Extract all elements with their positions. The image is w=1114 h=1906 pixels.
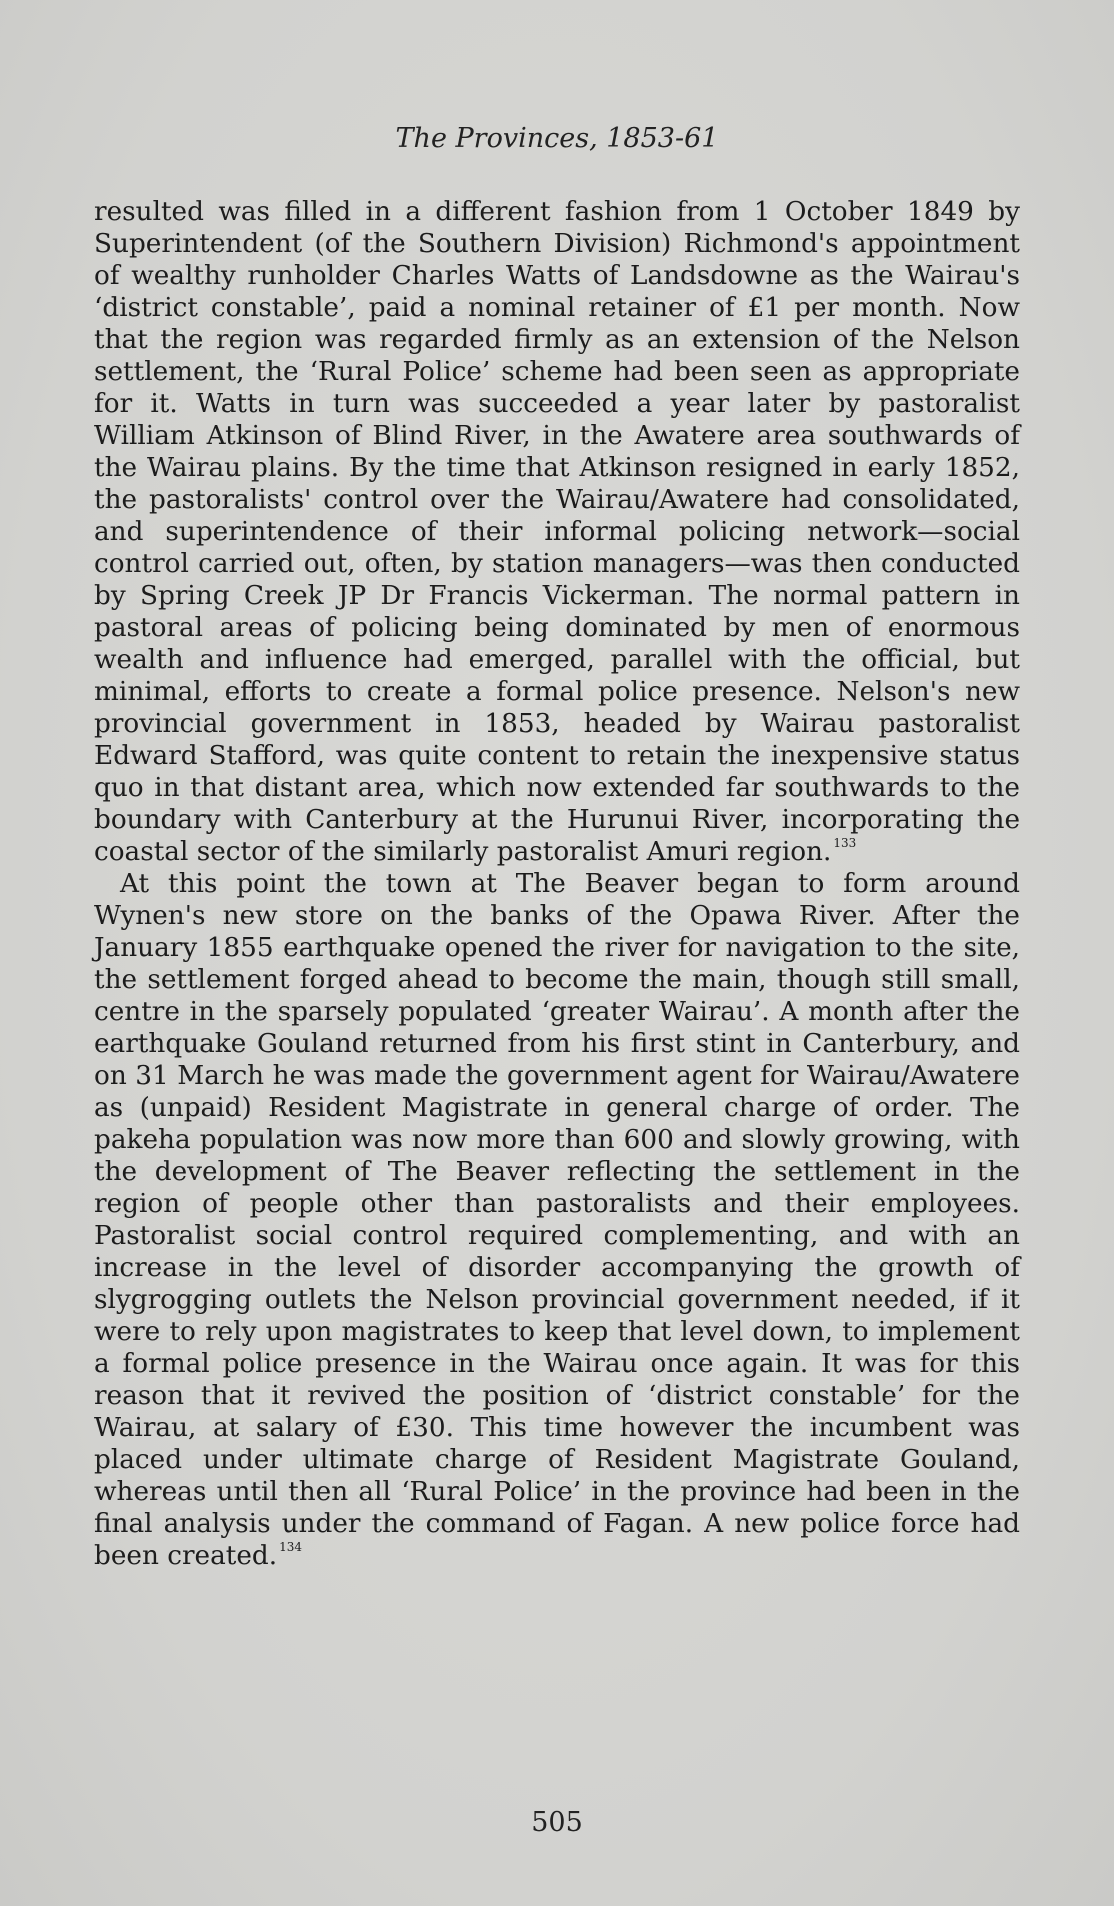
footnote-ref-133: 133 xyxy=(833,836,857,850)
paragraph-1 xyxy=(94,196,1020,868)
page-number: 505 xyxy=(531,1807,583,1838)
body-text xyxy=(94,196,1020,1572)
footnote-ref-134: 134 xyxy=(279,1540,303,1554)
paragraph-2 xyxy=(94,868,1020,1572)
paragraph-2-text: At this point the town at The Beaver began to form around Wynen's new store on the banks of the Opawa River. After the January 1855 earthquake opened the river for navigation to the site, the settlement forged ahead to become the main, though still small, centre in the sparsely populated ‘greater Wairau’. A month after the earthquake Gouland returned from his first stint in Canterbury, and on 31 March he was made the government agent for Wairau/Awatere as (unpaid) Resident Magistrate in general charge of order. The pakeha population was now more than 600 and slowly growing, with the development of The Beaver reflecting the settlement in the region of people other than pastoralists and their employees. Pastoralist social control required complementing, and with an increase in the level of disorder accompanying the growth of slygrogging outlets the Nelson provincial government needed, if it were to rely upon magistrates to keep that level down, to implement a formal police presence in the Wairau once again. It was for this reason that it revived the position of ‘district constable’ for the Wairau, at salary of £30. This time however the incumbent was placed under ultimate charge of Resident Magistrate Gouland, whereas until then all ‘Rural Police’ in the province had been in the final analysis under the command of Fagan. A new police force had been created. xyxy=(94,869,1020,1571)
paragraph-1-text: resulted was filled in a different fashion from 1 October 1849 by Superintendent (of the Southern Division) Richmond's appointment of wealthy runholder Charles Watts of Landsdowne as the Wairau's ‘district constable’, paid a nominal retainer of £1 per month. Now that the region was regarded firmly as an extension of the Nelson settlement, the ‘Rural Police’ scheme had been seen as appropriate for it. Watts in turn was succeeded a year later by pastoralist William Atkinson of Blind River, in the Awatere area southwards of the Wairau plains. By the time that Atkinson resigned in early 1852, the pastoralists' control over the Wairau/Awatere had consolidated, and superintendence of their informal policing network—social control carried out, often, by station managers—was then conducted by Spring Creek JP Dr Francis Vickerman. The normal pattern in pastoral areas of policing being dominated by men of enormous wealth and influence had emerged, parallel with the official, but minimal, efforts to create a formal police presence. Nelson's new provincial government in 1853, headed by Wairau pastoralist Edward Stafford, was quite content to retain the inexpensive status quo in that distant area, which now extended far southwards to the boundary with Canterbury at the Hurunui River, incorporating the coastal sector of the similarly pastoralist Amuri region. xyxy=(94,197,1020,867)
running-head: The Provinces, 1853-61 xyxy=(395,123,719,154)
